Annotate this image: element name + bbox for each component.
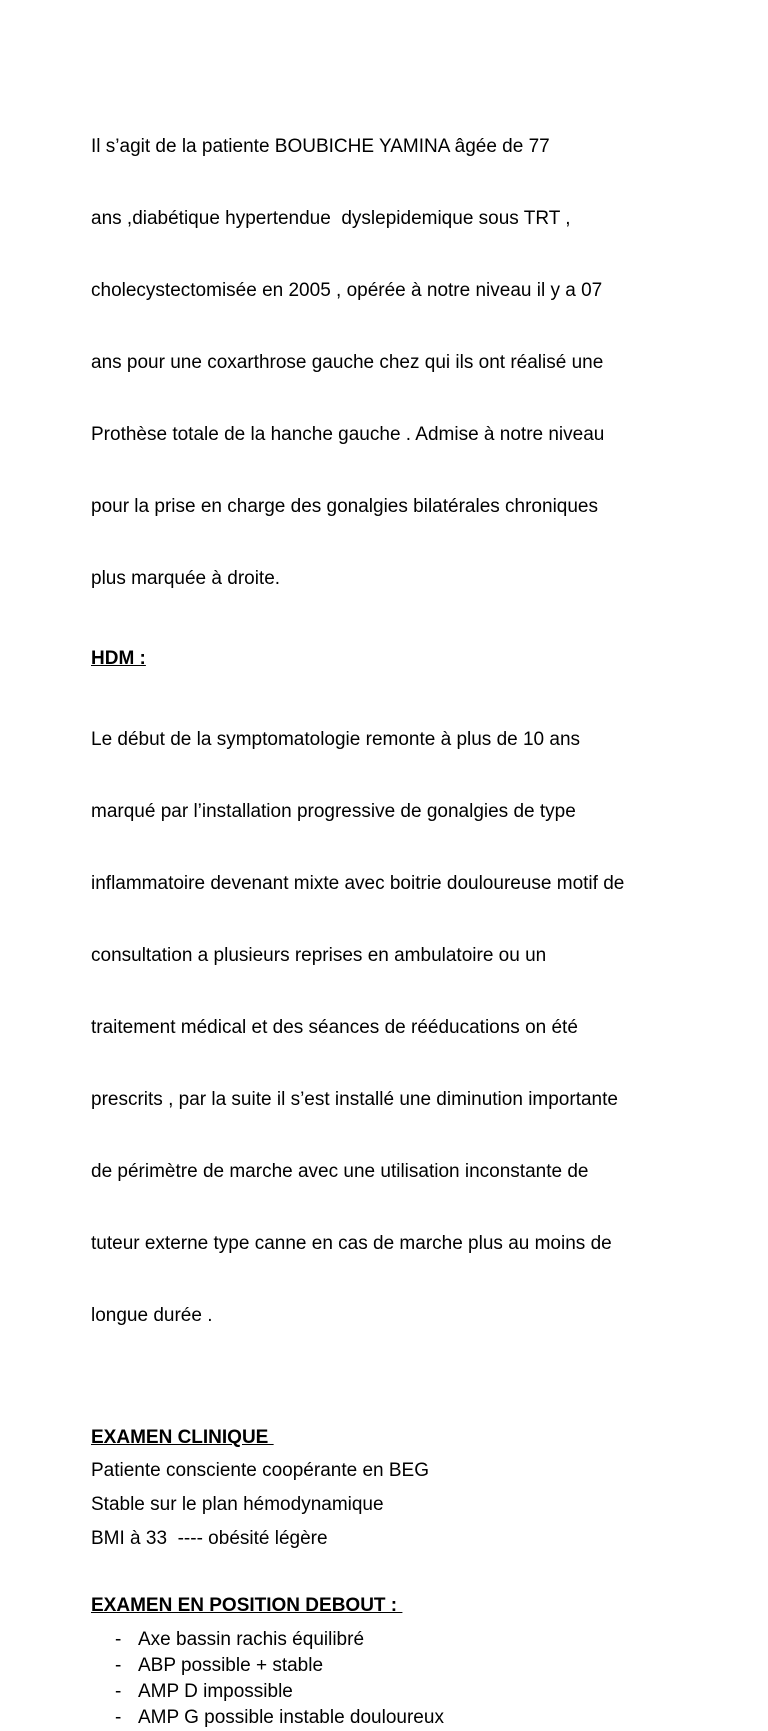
dash-bullet: - [115,1655,122,1676]
list-item [91,1705,691,1731]
examen-clinique-heading: EXAMEN CLINIQUE [91,1427,274,1448]
list-item [91,1653,691,1679]
hdm-line: prescrits , par la suite il s’est installé une diminution importante [91,1089,618,1110]
hdm-line: Le début de la symptomatologie remonte à plus de 10 ans [91,729,581,750]
clinical-finding: Stable sur le plan hémodynamique [91,1494,384,1515]
intro-line: plus marquée à droite. [91,568,281,589]
dash-bullet: - [115,1707,122,1728]
document-page [91,87,691,1731]
standing-exam-list [91,1627,691,1731]
intro-line: ans pour une coxarthrose gauche chez qui ils ont réalisé une [91,352,604,373]
list-item [91,1679,691,1705]
intro-line: cholecystectomisée en 2005 , opérée à notre niveau il y a 07 [91,280,603,301]
list-item-text: AMP G possible instable douloureux [138,1707,444,1728]
list-item-text: Axe bassin rachis équilibré [138,1629,365,1650]
hdm-line: consultation a plusieurs reprises en ambulatoire ou un [91,945,547,966]
dash-bullet: - [115,1629,122,1650]
hdm-line: de périmètre de marche avec une utilisation inconstante de [91,1161,589,1182]
intro-line: pour la prise en charge des gonalgies bilatérales chroniques [91,496,598,517]
hdm-paragraph [91,680,691,1376]
intro-line: ans ,diabétique hypertendue dyslepidemique sous TRT , [91,208,571,229]
hdm-line: marqué par l’installation progressive de gonalgies de type [91,801,576,822]
examen-debout-heading: EXAMEN EN POSITION DEBOUT : [91,1595,403,1616]
hdm-line: tuteur externe type canne en cas de marche plus au moins de [91,1233,612,1254]
hdm-line: longue durée . [91,1305,213,1326]
intro-line: Prothèse totale de la hanche gauche . Admise à notre niveau [91,424,605,445]
clinical-finding: Patiente consciente coopérante en BEG [91,1460,430,1481]
hdm-line: inflammatoire devenant mixte avec boitrie douloureuse motif de [91,873,625,894]
list-item [91,1627,691,1653]
intro-paragraph [91,87,691,639]
hdm-heading: HDM : [91,648,146,669]
list-item-text: ABP possible + stable [138,1655,324,1676]
clinical-finding: BMI à 33 ---- obésité légère [91,1528,328,1549]
intro-line: Il s’agit de la patiente BOUBICHE YAMINA âgée de 77 [91,136,550,157]
list-item-text: AMP D impossible [138,1681,293,1702]
hdm-line: traitement médical et des séances de rééducations on été [91,1017,578,1038]
dash-bullet: - [115,1681,122,1702]
